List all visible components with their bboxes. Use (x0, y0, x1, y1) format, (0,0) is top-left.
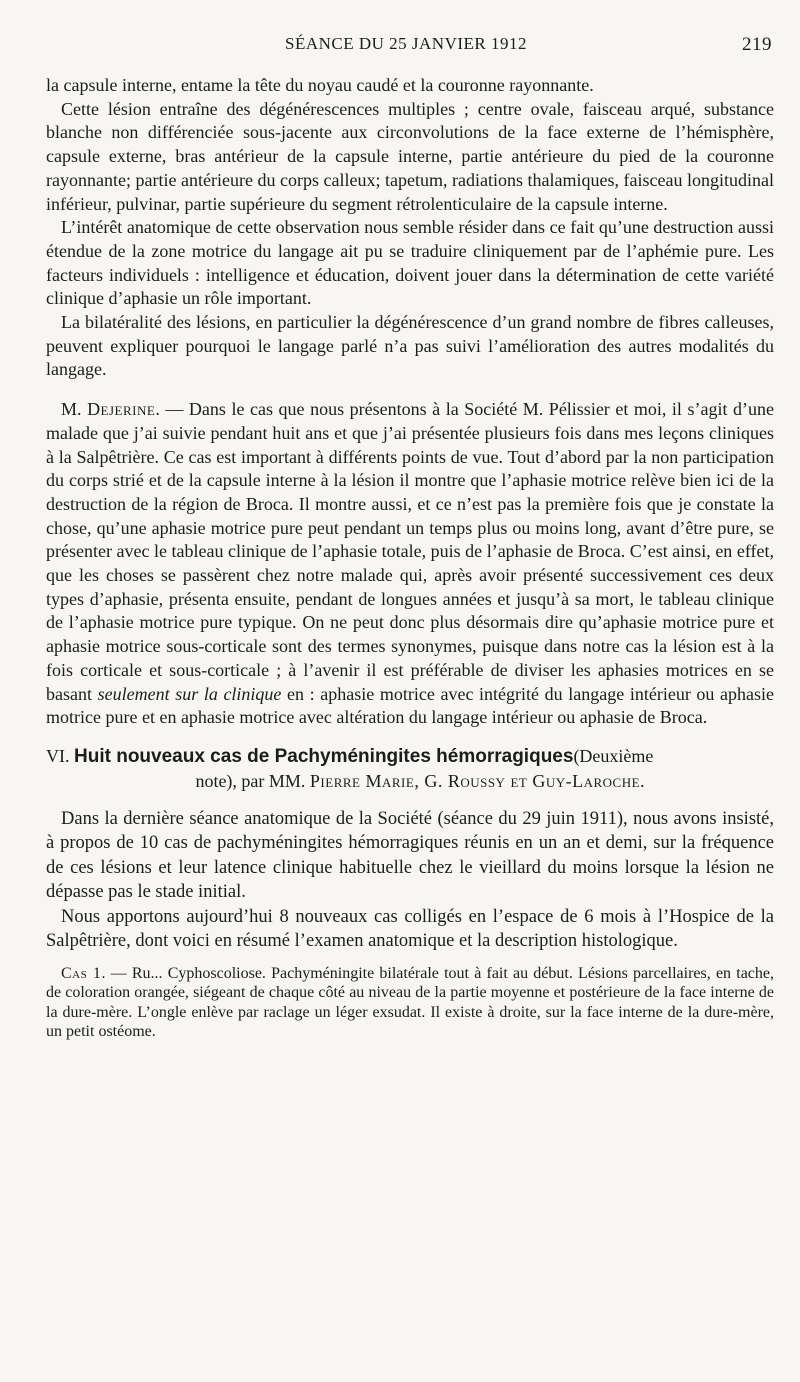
case-label: Cas 1 (61, 964, 102, 982)
section-authors: Pierre Marie, G. Roussy et Guy-Laroche (309, 770, 641, 791)
spacer (46, 382, 774, 398)
spacer (46, 954, 774, 964)
paragraph-degenerescences: Cette lésion entraîne des dégénérescences multiples ; centre ovale, faisceau arqué, substance blanche non différenciée sous-jacente aux circonvolutions de la face externe de l’hémisphère, capsule externe, bras antérieur de la capsule interne, partie antérieure du pied de la couronne rayonnante; partie antérieure du corps calleux; tapetum, radiations thalamiques, faisceau longitudinal inférieur, pulvinar, partie supérieure du segment rétrolenticulaire de la capsule interne. (46, 98, 774, 214)
remarks-text-end: en : aphasie motrice avec intégrité du langage intérieur ou aphasie motrice pure et en aphasie motrice avec altération du langage intérieur ou aphasie de Broca. (46, 683, 775, 728)
speaker-prefix: M. (61, 399, 88, 420)
page-number: 219 (742, 34, 772, 55)
spacer (46, 730, 774, 744)
running-title: SÉANCE DU 25 JANVIER 1912 (285, 34, 527, 53)
section-subtitle-end: note), par MM. (195, 770, 310, 791)
section-end-period: . (640, 770, 645, 791)
section-title: Huit nouveaux cas de Pachyméningites hémorragiques (74, 745, 574, 767)
dejerine-remarks (46, 398, 774, 730)
page-body (46, 74, 774, 1042)
section-heading (46, 744, 774, 793)
remarks-text: . — Dans le cas que nous présentons à la Société M. Pélissier et moi, il s’agit d’une malade que j’ai suivie pendant huit ans et que j’ai présentée plusieurs fois dans mes leçons cliniques à la Salpêtrière. Ce cas est important à différents points de vue. Tout d’abord par la non participation du corps strié et de la capsule interne à la lésion il montre que l’aphasie motrice relève bien ici de la destruction de la région de Broca. Il montre aussi, et ce n’est pas la première fois que je constate la chose, qu’une aphasie motrice pure peut pendant un temps plus ou moins long, avant d’être pure, se présenter avec le tableau clinique de l’aphasie totale, puis de l’aphasie de Broca. C’est ainsi, en effet, que les choses se passèrent chez notre malade qui, après avoir présenté successivement ces deux types d’aphasie, présenta ensuite, pendant de longues années et jusqu’à sa mort, le tableau clinique de l’aphasie motrice pure typique. On ne peut donc plus désormais dire qu’aphasie motrice pure et aphasie motrice sous-corticale sont des termes synonymes, puisque dans notre cas la lésion est à la fois corticale et sous-corticale ; à l’avenir il est préférable de diviser les aphasies motrices en se basant (46, 399, 774, 704)
section-subtitle-start: (Deuxième (573, 745, 654, 766)
paragraph-bilateralite: La bilatéralité des lésions, en particulier la dégénérescence d’un grand nombre de fibres calleuses, peuvent expliquer pourquoi le langage parlé n’a pas suivi l’amélioration des autres modalités du langage. (46, 312, 774, 380)
case-text: . — Ru... Cyphoscoliose. Pachyméningite bilatérale tout à fait au début. Lésions parcellaires, en tache, de coloration orangée, siégeant de chaque côté au niveau de la partie moyenne et postérieure de la face interne de la dure-mère. L’ongle enlève par raclage un léger exsudat. Il existe à droite, sur la face interne de la dure-mère, un petit ostéome. (46, 964, 774, 1041)
paragraph-nouveaux-cas: Nous apportons aujourd’hui 8 nouveaux cas colligés en l’espace de 6 mois à l’Hospice de la Salpêtrière, dont voici en résumé l’examen anatomique et la description histologique. (46, 906, 774, 952)
case-1-description (46, 964, 774, 1042)
speaker-name: Dejerine (87, 399, 156, 420)
paragraph-derniere-seance: Dans la dernière séance anatomique de la Société (séance du 29 juin 1911), nous avons insisté, à propos de 10 cas de pachyméningites hémorragiques réunis en un an et demi, sur la fréquence de ces lésions et leur latence clinique habituelle chez le vieillard du moins lorsque la lésion ne dépasse pas le stade initial. (46, 808, 774, 903)
paragraph-continued: la capsule interne, entame la tête du noyau caudé et la couronne rayonnante. (46, 75, 594, 95)
emphasis-text: seulement sur la clinique (97, 683, 282, 704)
paragraph-interet-anatomique: L’intérêt anatomique de cette observation nous semble résider dans ce fait qu’une destruction aussi étendue de la zone motrice du langage ait pu se traduire cliniquement par de l’aphémie pure. Les facteurs individuels : intelligence et éducation, doivent jouer dans la détermination de cette variété clinique d’aphasie un rôle important. (46, 217, 774, 309)
page-header (40, 34, 772, 58)
section-number: VI. (46, 745, 74, 766)
spacer (46, 793, 774, 807)
section-byline (46, 769, 774, 793)
